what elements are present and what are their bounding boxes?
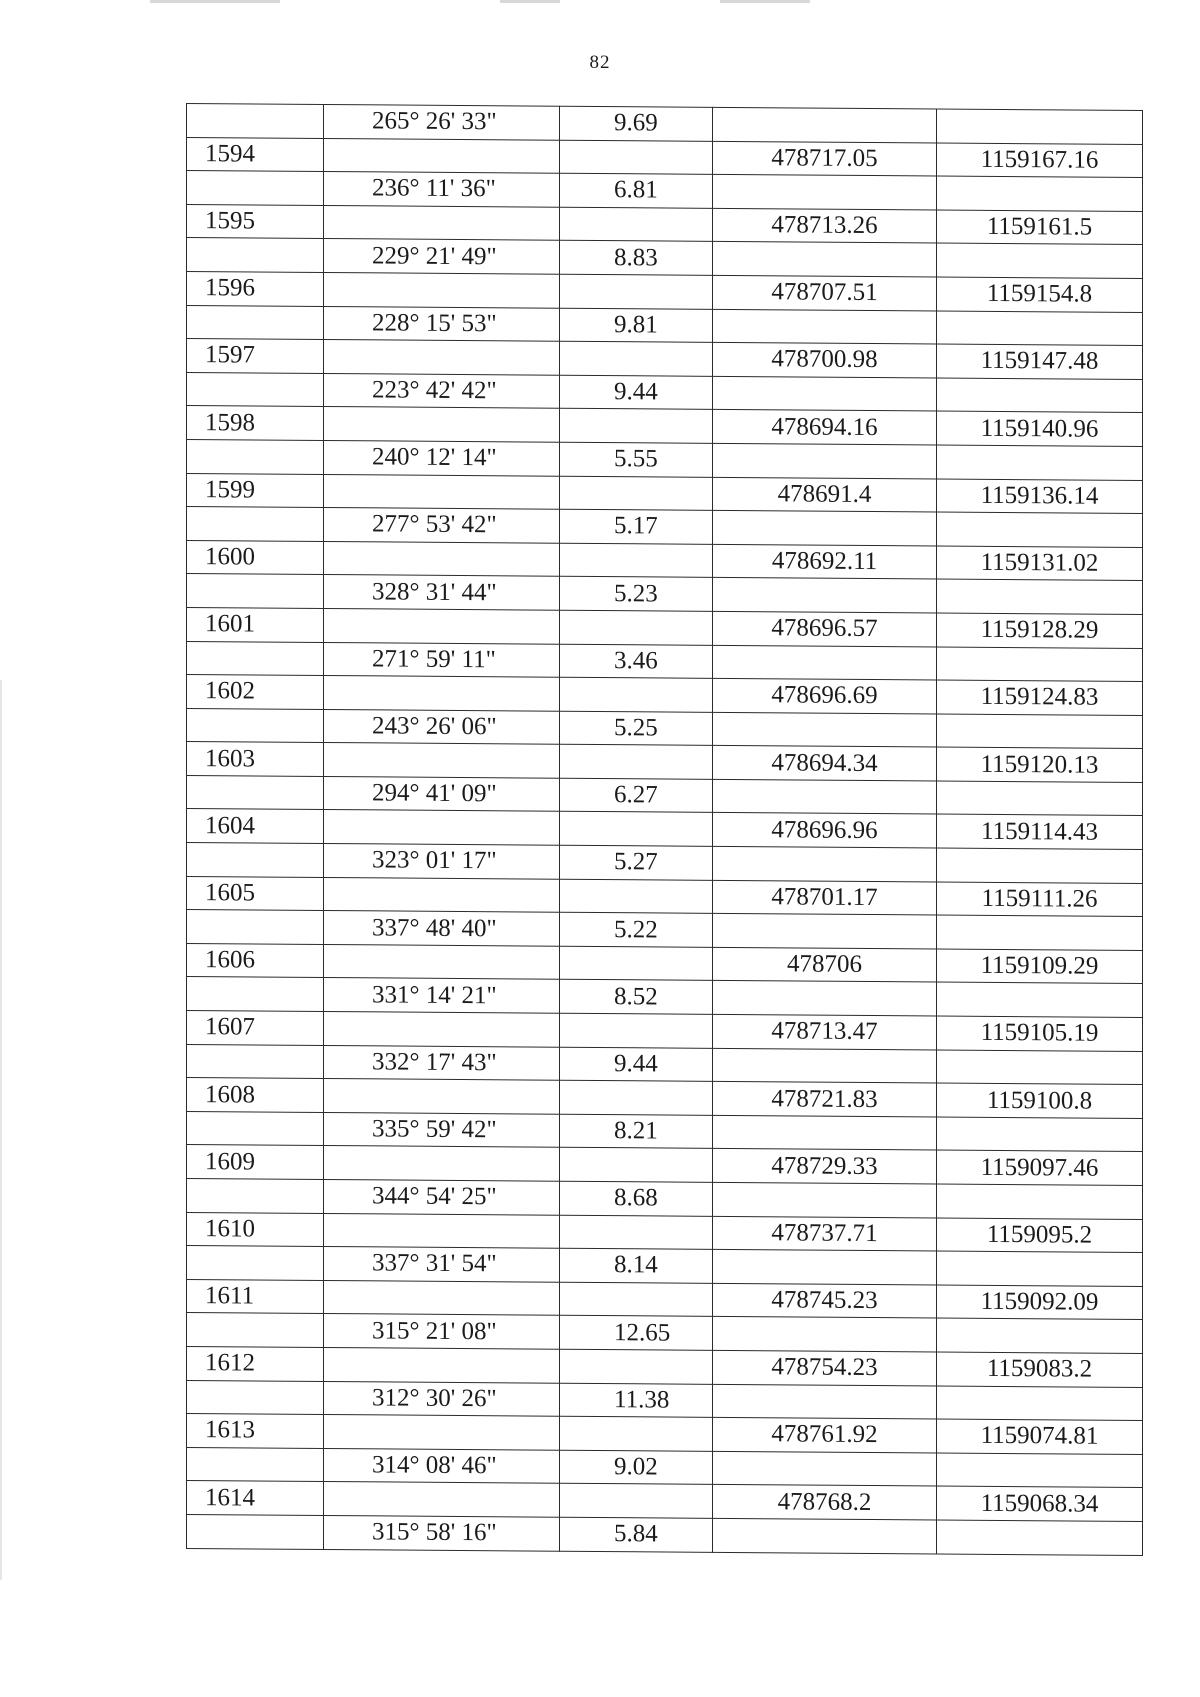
distance-cell: 5.25 — [560, 711, 713, 746]
north-cell: 478745.23 — [713, 1283, 937, 1318]
table-row — [187, 1514, 1143, 1555]
east-cell: 1159128.29 — [937, 613, 1143, 648]
north-cell — [713, 510, 937, 545]
point-cell: 1608 — [187, 1078, 324, 1113]
east-cell: 1159136.14 — [937, 479, 1143, 514]
east-cell: 1159147.48 — [937, 344, 1143, 379]
east-cell: 1159140.96 — [937, 411, 1143, 446]
east-cell: 1159131.02 — [937, 546, 1143, 581]
bearing-cell — [324, 1146, 560, 1181]
point-cell — [187, 1179, 324, 1214]
north-cell — [713, 1451, 937, 1486]
bearing-cell: 265° 26' 33" — [324, 105, 560, 140]
distance-cell: 5.23 — [560, 577, 713, 612]
east-cell: 1159083.2 — [937, 1352, 1143, 1387]
bearing-cell: 243° 26' 06" — [324, 709, 560, 744]
bearing-cell — [324, 944, 560, 979]
north-cell — [713, 309, 937, 344]
east-cell — [937, 1520, 1143, 1555]
east-cell — [937, 848, 1143, 883]
point-cell: 1597 — [187, 339, 324, 374]
bearing-cell — [324, 1012, 560, 1047]
bearing-cell: 240° 12' 14" — [324, 440, 560, 475]
north-cell — [713, 175, 937, 210]
point-cell: 1612 — [187, 1346, 324, 1381]
bearing-cell — [324, 608, 560, 643]
distance-cell: 11.38 — [560, 1383, 713, 1418]
point-cell: 1594 — [187, 137, 324, 172]
east-cell: 1159092.09 — [937, 1285, 1143, 1320]
east-cell: 1159100.8 — [937, 1083, 1143, 1118]
distance-cell — [560, 946, 713, 981]
distance-cell: 9.69 — [560, 106, 713, 141]
east-cell — [937, 647, 1143, 682]
north-cell: 478692.11 — [713, 544, 937, 579]
north-cell: 478696.69 — [713, 678, 937, 713]
east-cell — [937, 1117, 1143, 1152]
distance-cell: 6.81 — [560, 173, 713, 208]
distance-cell — [560, 140, 713, 175]
distance-cell — [560, 1080, 713, 1115]
bearing-cell — [324, 340, 560, 375]
point-cell — [187, 1313, 324, 1348]
bearing-cell: 315° 58' 16" — [324, 1515, 560, 1550]
point-cell — [187, 372, 324, 407]
east-cell: 1159161.5 — [937, 210, 1143, 245]
east-cell — [937, 1318, 1143, 1353]
point-cell — [187, 1380, 324, 1415]
north-cell: 478717.05 — [713, 141, 937, 176]
distance-cell: 5.27 — [560, 845, 713, 880]
point-cell — [187, 574, 324, 609]
distance-cell — [560, 879, 713, 914]
north-cell — [713, 645, 937, 680]
distance-cell: 8.52 — [560, 980, 713, 1015]
north-cell: 478706 — [713, 947, 937, 982]
east-cell — [937, 445, 1143, 480]
north-cell: 478696.57 — [713, 611, 937, 646]
point-cell — [187, 238, 324, 273]
north-cell: 478721.83 — [713, 1082, 937, 1117]
north-cell: 478694.34 — [713, 746, 937, 781]
east-cell — [937, 1184, 1143, 1219]
bearing-cell: 271° 59' 11" — [324, 642, 560, 677]
east-cell: 1159167.16 — [937, 143, 1143, 178]
scan-artifact-top-left — [150, 0, 280, 3]
bearing-cell — [324, 1280, 560, 1315]
bearing-cell — [324, 1482, 560, 1517]
distance-cell — [560, 476, 713, 511]
north-cell: 478737.71 — [713, 1216, 937, 1251]
east-cell: 1159109.29 — [937, 949, 1143, 984]
distance-cell: 8.83 — [560, 241, 713, 276]
east-cell — [937, 243, 1143, 278]
bearing-cell — [324, 1347, 560, 1382]
bearing-cell: 314° 08' 46" — [324, 1448, 560, 1483]
bearing-cell — [324, 138, 560, 173]
bearing-cell — [324, 205, 560, 240]
point-cell — [187, 843, 324, 878]
north-cell — [713, 779, 937, 814]
point-cell: 1596 — [187, 271, 324, 306]
bearing-cell — [324, 810, 560, 845]
north-cell — [713, 578, 937, 613]
north-cell — [713, 1182, 937, 1217]
distance-cell: 5.55 — [560, 442, 713, 477]
distance-cell: 8.14 — [560, 1248, 713, 1283]
distance-cell — [560, 610, 713, 645]
point-cell — [187, 708, 324, 743]
bearing-cell: 315° 21' 08" — [324, 1314, 560, 1349]
east-cell — [937, 1386, 1143, 1421]
distance-cell: 5.84 — [560, 1517, 713, 1552]
bearing-cell — [324, 1213, 560, 1248]
distance-cell — [560, 1013, 713, 1048]
distance-cell: 9.02 — [560, 1450, 713, 1485]
point-cell — [187, 104, 324, 139]
point-cell — [187, 641, 324, 676]
bearing-cell: 223° 42' 42" — [324, 373, 560, 408]
bearing-cell: 294° 41' 09" — [324, 776, 560, 811]
point-cell: 1603 — [187, 742, 324, 777]
bearing-cell: 332° 17' 43" — [324, 1045, 560, 1080]
point-cell — [187, 305, 324, 340]
east-cell — [937, 781, 1143, 816]
east-cell — [937, 1251, 1143, 1286]
point-cell: 1598 — [187, 406, 324, 441]
distance-cell — [560, 1148, 713, 1183]
bearing-cell: 228° 15' 53" — [324, 306, 560, 341]
bearing-cell — [324, 272, 560, 307]
point-cell: 1599 — [187, 473, 324, 508]
distance-cell — [560, 677, 713, 712]
point-cell — [187, 1044, 324, 1079]
east-cell: 1159124.83 — [937, 680, 1143, 715]
north-cell: 478707.51 — [713, 275, 937, 310]
north-cell — [713, 376, 937, 411]
bearing-cell: 236° 11' 36" — [324, 172, 560, 207]
east-cell — [937, 714, 1143, 749]
north-cell — [713, 914, 937, 949]
point-cell: 1600 — [187, 540, 324, 575]
distance-cell — [560, 1484, 713, 1519]
north-cell: 478700.98 — [713, 343, 937, 378]
bearing-cell: 337° 31' 54" — [324, 1247, 560, 1282]
north-cell — [713, 1317, 937, 1352]
north-cell: 478768.2 — [713, 1485, 937, 1520]
north-cell — [713, 1048, 937, 1083]
east-cell: 1159120.13 — [937, 747, 1143, 782]
north-cell: 478691.4 — [713, 477, 937, 512]
distance-cell: 9.44 — [560, 375, 713, 410]
east-cell — [937, 512, 1143, 547]
north-cell — [713, 846, 937, 881]
distance-cell — [560, 1215, 713, 1250]
east-cell — [937, 1453, 1143, 1488]
point-cell: 1609 — [187, 1145, 324, 1180]
bearing-cell: 229° 21' 49" — [324, 239, 560, 274]
page-number: 82 — [589, 52, 611, 73]
bearing-cell: 328° 31' 44" — [324, 575, 560, 610]
point-cell: 1595 — [187, 204, 324, 239]
distance-cell — [560, 409, 713, 444]
east-cell — [937, 1050, 1143, 1085]
point-cell — [187, 1514, 324, 1549]
bearing-cell: 312° 30' 26" — [324, 1381, 560, 1416]
point-cell — [187, 507, 324, 542]
east-cell — [937, 109, 1143, 144]
point-cell: 1611 — [187, 1279, 324, 1314]
bearing-cell — [324, 1079, 560, 1114]
distance-cell — [560, 1349, 713, 1384]
distance-cell — [560, 543, 713, 578]
north-cell — [713, 981, 937, 1016]
east-cell — [937, 311, 1143, 346]
distance-cell: 9.44 — [560, 1047, 713, 1082]
bearing-cell: 277° 53' 42" — [324, 508, 560, 543]
north-cell — [713, 1250, 937, 1285]
east-cell: 1159154.8 — [937, 277, 1143, 312]
point-cell: 1610 — [187, 1212, 324, 1247]
point-cell: 1606 — [187, 943, 324, 978]
north-cell: 478761.92 — [713, 1418, 937, 1453]
distance-cell — [560, 1282, 713, 1317]
east-cell: 1159114.43 — [937, 814, 1143, 849]
bearing-cell — [324, 676, 560, 711]
point-cell — [187, 1447, 324, 1482]
north-cell: 478701.17 — [713, 880, 937, 915]
distance-cell: 5.17 — [560, 509, 713, 544]
north-cell: 478694.16 — [713, 410, 937, 445]
bearing-cell — [324, 541, 560, 576]
north-cell — [713, 1518, 937, 1553]
east-cell: 1159111.26 — [937, 882, 1143, 917]
point-cell — [187, 775, 324, 810]
bearing-cell: 323° 01' 17" — [324, 844, 560, 879]
point-cell: 1605 — [187, 876, 324, 911]
distance-cell — [560, 745, 713, 780]
east-cell — [937, 176, 1143, 211]
point-cell — [187, 171, 324, 206]
north-cell — [713, 107, 937, 142]
distance-cell: 3.46 — [560, 644, 713, 679]
distance-cell: 12.65 — [560, 1316, 713, 1351]
north-cell: 478754.23 — [713, 1350, 937, 1385]
north-cell — [713, 443, 937, 478]
distance-cell: 6.27 — [560, 778, 713, 813]
traverse-table — [186, 103, 1143, 1556]
traverse-table-body — [187, 104, 1143, 1556]
east-cell — [937, 982, 1143, 1017]
scan-artifact-top-center — [500, 0, 560, 3]
east-cell: 1159105.19 — [937, 1016, 1143, 1051]
point-cell: 1604 — [187, 809, 324, 844]
bearing-cell: 331° 14' 21" — [324, 978, 560, 1013]
north-cell: 478713.47 — [713, 1014, 937, 1049]
distance-cell — [560, 341, 713, 376]
bearing-cell: 344° 54' 25" — [324, 1180, 560, 1215]
point-cell: 1602 — [187, 675, 324, 710]
north-cell — [713, 712, 937, 747]
distance-cell: 9.81 — [560, 308, 713, 343]
point-cell: 1613 — [187, 1414, 324, 1449]
east-cell: 1159068.34 — [937, 1486, 1143, 1521]
point-cell: 1607 — [187, 1011, 324, 1046]
distance-cell — [560, 207, 713, 242]
point-cell — [187, 1111, 324, 1146]
east-cell — [937, 915, 1143, 950]
distance-cell: 8.21 — [560, 1114, 713, 1149]
east-cell — [937, 579, 1143, 614]
point-cell — [187, 977, 324, 1012]
bearing-cell — [324, 1415, 560, 1450]
bearing-cell: 335° 59' 42" — [324, 1112, 560, 1147]
distance-cell — [560, 1416, 713, 1451]
bearing-cell — [324, 743, 560, 778]
east-cell: 1159097.46 — [937, 1150, 1143, 1185]
scan-artifact-left-edge — [0, 680, 2, 1580]
scan-artifact-top-right — [720, 0, 810, 3]
bearing-cell — [324, 474, 560, 509]
distance-cell — [560, 812, 713, 847]
point-cell: 1614 — [187, 1481, 324, 1516]
bearing-cell: 337° 48' 40" — [324, 911, 560, 946]
north-cell — [713, 1384, 937, 1419]
bearing-cell — [324, 407, 560, 442]
north-cell — [713, 242, 937, 277]
distance-cell: 8.68 — [560, 1181, 713, 1216]
point-cell — [187, 910, 324, 945]
point-cell: 1601 — [187, 607, 324, 642]
distance-cell: 5.22 — [560, 912, 713, 947]
point-cell — [187, 1246, 324, 1281]
east-cell: 1159095.2 — [937, 1218, 1143, 1253]
north-cell: 478713.26 — [713, 208, 937, 243]
distance-cell — [560, 274, 713, 309]
bearing-cell — [324, 877, 560, 912]
north-cell: 478729.33 — [713, 1149, 937, 1184]
east-cell: 1159074.81 — [937, 1419, 1143, 1454]
north-cell — [713, 1115, 937, 1150]
north-cell: 478696.96 — [713, 813, 937, 848]
east-cell — [937, 378, 1143, 413]
point-cell — [187, 439, 324, 474]
